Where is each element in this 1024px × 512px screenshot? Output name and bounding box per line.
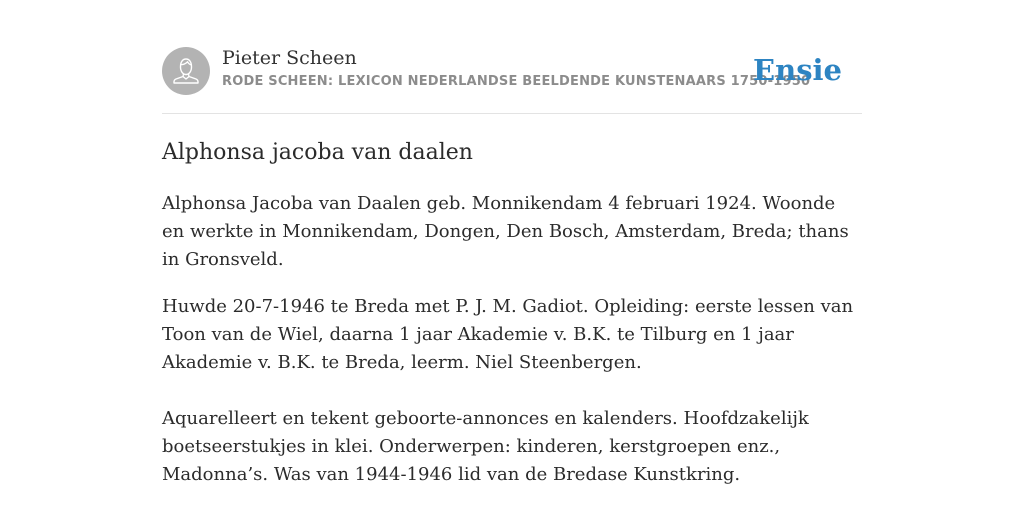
user-icon	[162, 47, 210, 95]
article-header	[162, 46, 862, 96]
article-paragraph-3: Aquarelleert en tekent geboorte-annonces en kalenders. Hoofdzakelijk boetseerstukjes in klei. Onderwerpen: kinderen, kerstgroepen enz., Madonna’s. Was van 1944-1946 lid van de Bredase Kunstkring.	[162, 408, 809, 485]
ensie-logo[interactable]: Ensie	[753, 53, 842, 87]
source-title[interactable]: RODE SCHEEN: LEXICON NEDERLANDSE BEELDENDE KUNSTENAARS 1750-1950	[222, 74, 811, 89]
article-title: Alphonsa jacoba van daalen	[162, 140, 473, 165]
author-name[interactable]: Pieter Scheen	[222, 47, 357, 69]
article-paragraph-2: Huwde 20-7-1946 te Breda met P. J. M. Gadiot. Opleiding: eerste lessen van Toon van de Wiel, daarna 1 jaar Akademie v. B.K. te Tilburg en 1 jaar Akademie v. B.K. te Breda, leerm. Niel Steenbergen.	[162, 296, 854, 373]
article-card	[162, 0, 862, 512]
author-avatar[interactable]	[162, 47, 210, 95]
header-divider	[162, 113, 862, 114]
article-paragraph-1: Alphonsa Jacoba van Daalen geb. Monnikendam 4 februari 1924. Woonde en werkte in Monnikendam, Dongen, Den Bosch, Amsterdam, Breda; thans in Gronsveld.	[162, 193, 849, 270]
